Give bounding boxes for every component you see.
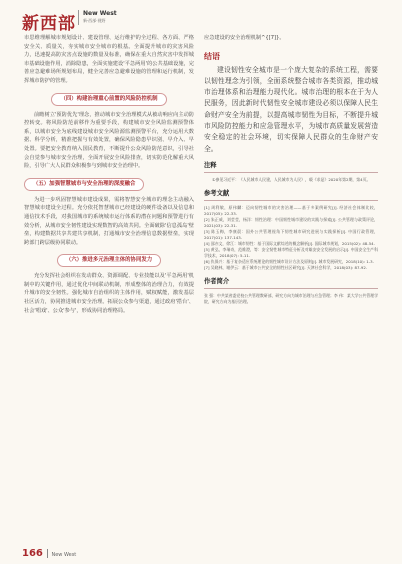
conclusion-heading: 结语 bbox=[204, 51, 220, 61]
notes-heading: 注释 bbox=[204, 161, 217, 169]
reference-item: [1] 周利敏，原伟麟：迈向韧性城市的灾害治理——基于多案例研究[J]. 经济社会体制比较，2017(05): 22-33. bbox=[204, 204, 378, 216]
brand-english: New West bbox=[83, 10, 117, 17]
author-heading: 作者简介 bbox=[204, 277, 230, 285]
note-item: ①参见习近平：《人民城市人民建，人民城市为人民》，载《求是》2020年第2期，第4页。 bbox=[212, 176, 371, 182]
reference-item: [3] 陈玉梅，李康晨：国外公共管理视角下韧性城市研究进展与实践探析[J]. 中国行政管理，2017(01): 137-143. bbox=[204, 228, 378, 240]
paragraph: 前瞻树立'预防优先'理念，推动城市安全治理模式从被动响应向主动防控转变。将风险防范前移作为重要手段，构建城市安全风险监测预警体系，以城市安全为底线建设城市安全风险源监测预警平台，充分运用大数据、科学分析，精准把握与有效处置，确保风险隐患早识别、早介入、早处置。要把安全教育纳入国民教育，不断提升公众风险防范意识，引导社会自觉参与城市安全治理，全面开展安全风险排查，切实防范化解重大风险，引导广大人民群众积极参与到城市安全治理中。 bbox=[24, 111, 194, 170]
right-column bbox=[204, 34, 378, 305]
subsection-heading-5: （五）加强智慧城市与安全治理的深度融合 bbox=[24, 178, 144, 191]
brand-box bbox=[78, 10, 133, 25]
paragraph: 为进一步巩固智慧城市建设成果，需将智慧安全城市的理念主动融入智慧城市建设全过程。充分依托智慧城市已经建设的硬件设备以及信息和通信技术手段，对我国城市的系统城市运行体系的潜在问题和预警进行有效分析，从城市安全韧性建设实现数智的高效共同。全面破除'信息孤岛'壁垒，构建数据共享共建共享机制，打通城市安全治理信息数据壁垒，实现跨部门跨层级协同联动。 bbox=[24, 196, 194, 246]
divider bbox=[204, 172, 378, 173]
paragraph: 充分发挥社会组织在发动群众、资源调配、专业技能以及'平急两用'机制中的关键作用，通过优化中间联动机制，形成整体的治理合力，有效提升城市的安全韧性。强化城市自治组织的主体作用，赋权赋能，激发基层社区活力，协同推进城市安全治理。拓展公众参与渠道，通过政府'搭台'、社会'唱戏'、公众'参与'，形成协同治理格局。 bbox=[24, 273, 194, 314]
conclusion-paragraph: 建设韧性安全城市是一个庞大复杂的系统工程，需要以韧性理念为引领，全面系统整合城市各类资源，推动城市治理体系和治理能力现代化。城市治理的根本在于为人民服务，因此新时代韧性安全城市建设必须以保障人民生命财产安全为前提，以提高城市韧性为目标，不断提升城市风险防控能力和应急管理水平，为城市高质量发展营造安全稳定的社会环境，切实保障人民群众的生命财产安全。 bbox=[204, 65, 378, 153]
brand-subtitle: 新·西部·视野 bbox=[83, 18, 106, 23]
subsection-heading-4: （四）构建治理重心前置的风险防控机制 bbox=[51, 93, 166, 106]
reference-item: [4] 邵亦文，徐江：城市韧性：基于国际文献综述的概念解析[J]. 国际城市规划，2015(02): 48-54. bbox=[204, 240, 375, 246]
references-heading: 参考文献 bbox=[204, 189, 230, 197]
page-number: 166 bbox=[22, 548, 43, 559]
reference-item: [6] 仇保兴：基于复杂适应系统理论的韧性城市设计方法及原则[J]. 城市发展研究，2018(10): 1-3. bbox=[204, 258, 374, 264]
footer-magazine-name: New West bbox=[51, 552, 77, 558]
footer-divider bbox=[47, 549, 48, 558]
magazine-logo: 新西部 bbox=[22, 14, 76, 34]
left-column bbox=[24, 34, 194, 315]
paragraph: 市思维理解城市规划设计、建设管理、运行维护的全过程、各方面、严格安全关、质量关，夯实城市安全城市的根基。全面提升城市的灾害风险力，迅速提高防灾害点设施的数量及标准，确保在重大自然灾害中发挥城市基础设施作用，消除隐患，全面实施建设'平急两用'的公共基础设施，完善应急避难场所规划布局，健全完善应急避难设施的管理和运行机制，发挥城市防护的管理。 bbox=[24, 35, 194, 84]
divider bbox=[204, 288, 378, 289]
divider bbox=[204, 200, 378, 201]
paragraph: 应急建设的安全治理机制^{[7]}。 bbox=[204, 35, 285, 41]
page-header bbox=[0, 0, 402, 34]
author-bio: 张 强：中共某省委党校公共管理教研部，研究方向为城市治理与应急管理；李 伟：某大学公共管理学院，研究方向为基层治理。 bbox=[204, 292, 378, 304]
reference-item: [5] 黄弘，李瑞奇，范维澄，等：安全韧性城市特征分析及对雄安安全发展的启示[J]. 中国安全生产科学技术，2018(07): 5-11. bbox=[204, 246, 378, 258]
subsection-heading-6: （六）推进多元治理主体的协同发力 bbox=[57, 254, 161, 267]
reference-item: [2] 朱正威，刘莹莹，杨洋：韧性治理：中国韧性城市建设的实践与探索[J]. 公共管理与政策评论，2021(03): 22-31. bbox=[204, 216, 378, 228]
page-footer bbox=[22, 548, 76, 559]
reference-item: [7] 吴晓林，谢伊云：基于城市公共安全的韧性社区研究[J]. 天津社会科学，2018(03): 87-92. bbox=[204, 264, 368, 270]
